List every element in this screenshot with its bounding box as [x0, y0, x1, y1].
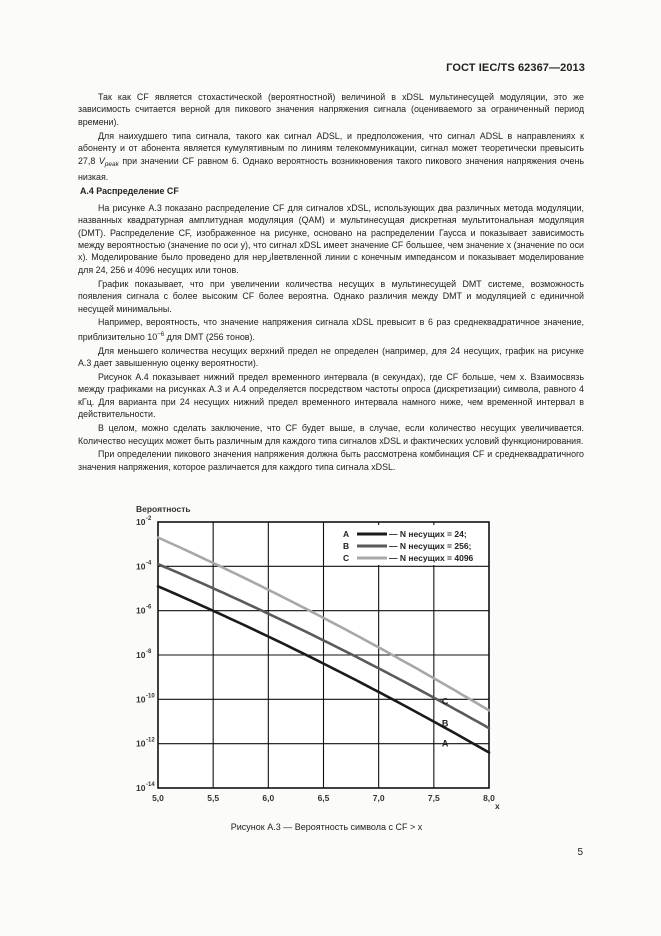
- y-tick-label: 10: [136, 738, 146, 749]
- y-tick-label: 10: [136, 517, 146, 527]
- paragraph: В целом, можно сделать заключение, что CF будет выше, в случае, если количество несущих увеличивается. Количество несущих может быть различным для каждого типа сигналов xDSL и фактических условий функционирования.: [78, 423, 584, 446]
- x-tick-label: 5,0: [152, 793, 164, 803]
- curve-label-b: B: [441, 718, 449, 729]
- y-tick-label: 10: [136, 605, 146, 616]
- y-tick-exponent: -2: [146, 516, 152, 522]
- voltage-symbol: V: [98, 155, 105, 166]
- x-tick-label: 6,0: [262, 793, 275, 803]
- curve-label-c: C: [441, 696, 449, 707]
- legend-key-b: B: [343, 541, 350, 551]
- y-tick-exponent: -12: [146, 737, 155, 744]
- exponent-superscript: −6: [157, 330, 165, 338]
- page-number: 5: [577, 847, 583, 858]
- paragraph: График показывает, что при увеличении количества несущих в мультинесущей DMT системе, возможность появления сигнала с более высоким CF более вероятна. Однако различия между DMT и модуляцией с единичной несущей минимальны.: [78, 278, 584, 314]
- paragraph: Для меньшего количества несущих верхний предел не определен (например, для 24 несущих, график на рисунке А.3 дает завышенную оценку вероятности).: [78, 345, 584, 369]
- paragraph: [78, 130, 584, 184]
- y-tick-label: 10: [136, 561, 146, 572]
- probability-chart: [110, 500, 510, 810]
- y-tick-exponent: -4: [146, 560, 152, 567]
- paragraph: [78, 316, 584, 343]
- x-tick-label: 7,0: [372, 793, 385, 803]
- y-tick-label: 10: [136, 694, 146, 705]
- paragraph: На рисунке А.3 показано распределение CF для сигналов xDSL, использующих два различных метода модуляции, названных квадратурная амплитудная модуляция (QAM) и мультинесущая дискретная мультитональная модуляция (DMT). Распределение CF, изображенное на рисунке, основано на распределении Гаусса и показывает зависимость между вероятностью (значение по оси y), что сигнал xDSL имеет значение CF большее, чем значение x (значение по оси x). Моделирование было проведено для нерازветвленной линии с конечным импедансом и показывает моделирование для 24, 256 и 4096 несущих или тонов.: [78, 202, 584, 275]
- y-axis-label: Вероятность: [136, 504, 191, 514]
- paragraph-part: Например, вероятность, что значение напряжения сигнала xDSL превысит в 6 раз среднеквадратичное значение, приблизительно 10: [78, 317, 584, 342]
- curve-label-a: A: [441, 738, 449, 749]
- y-tick-exponent: -10: [146, 693, 155, 700]
- y-tick-exponent: -14: [146, 782, 155, 788]
- x-tick-label: 6,5: [317, 793, 330, 803]
- paragraph-part: для DMT (256 тонов).: [166, 331, 255, 342]
- peak-subscript: peak: [104, 160, 119, 168]
- figure-caption: [0, 822, 661, 832]
- paragraph-part: при значении CF равном 6. Однако вероятность возникновения такого пикового значения напряжения очень низкая.: [78, 155, 585, 182]
- legend-label-a: — N несущих = 24;: [389, 529, 467, 539]
- paragraph: Рисунок А.4 показывает нижний предел временного интервала (в секундах), где CF больше, чем x. Взаимосвязь между графиками на рисунках А.3 и А.4 определяется посредством частоты опроса (дискретизации) символа, равного 4 кГц. Для варианта при 24 несущих нижний предел временного интервала намного ниже, чем временной интервал в действительности.: [78, 372, 584, 420]
- paragraph: При определении пикового значения напряжения должна быть рассмотрена комбинация CF и среднеквадратичного значения напряжения, которое различается для каждого типа сигнала xDSL.: [78, 449, 584, 472]
- document-header: ГОСТ IEC/TS 62367—2013: [446, 62, 585, 74]
- legend-key-c: C: [343, 553, 350, 563]
- legend-label-b: — N несущих = 256;: [389, 541, 472, 551]
- x-tick-label: 7,5: [427, 793, 440, 803]
- x-tick-label: 5,5: [207, 793, 220, 803]
- legend-label-c: — N несущих = 4096: [389, 553, 474, 563]
- y-tick-label: 10: [136, 783, 146, 793]
- paragraph: Так как CF является стохастической (вероятностной) величиной в xDSL мультинесущей модуляции, это же зависимость считается верной для пикового значения напряжения сигнала (оцениваемого за ограниченный период времени).: [78, 92, 584, 127]
- y-tick-exponent: -6: [146, 604, 152, 611]
- x-axis-label: x: [495, 801, 500, 810]
- y-tick-exponent: -8: [146, 649, 152, 655]
- section-title: А.4 Распределение CF: [80, 186, 179, 197]
- legend-key-a: A: [343, 529, 350, 539]
- body-text: [78, 91, 584, 473]
- y-tick-label: 10: [136, 650, 146, 660]
- x-tick-label: 8,0: [483, 793, 495, 803]
- paragraph-part: Для наихудшего типа сигнала, такого как сигнал ADSL, и предположения, что сигнал ADSL в направлениях к абоненту и от абонента является кумулятивным по линиям телекоммуникации, сигнал может теоретически превысить 27,8: [78, 130, 584, 166]
- caption-text: Рисунок А.3 — Вероятность символа с CF > x: [230, 822, 423, 832]
